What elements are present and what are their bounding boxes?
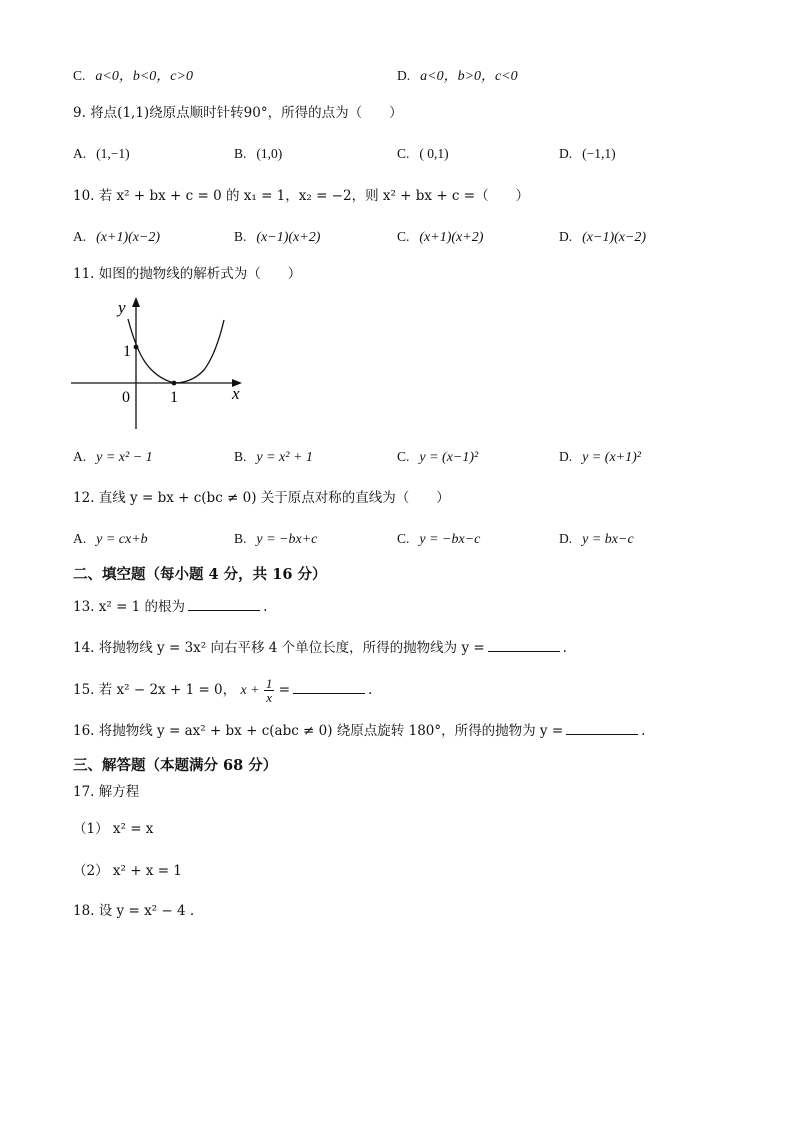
q16-period: . <box>641 723 646 739</box>
option-text: (x−1)(x−2) <box>582 230 647 245</box>
option-label: B. <box>234 229 247 244</box>
q12-option-b <box>234 530 317 549</box>
x-tick-label: 1 <box>170 389 178 406</box>
section-heading-solve: 三、解答题（本题满分 68 分） <box>73 757 278 774</box>
q18-stem: 18. 设 y = x² − 4 . <box>73 903 195 919</box>
q13 <box>73 597 267 616</box>
y-axis-label: y <box>118 298 126 317</box>
q9-option-b <box>234 145 282 163</box>
option-text: y = (x+1)² <box>582 450 641 465</box>
option-label: A. <box>73 531 87 546</box>
q11-option-b <box>234 448 313 467</box>
q11-option-d <box>559 448 641 467</box>
option-label: C. <box>397 229 410 244</box>
q14-stem: 14. 将抛物线 y = 3x² 向右平移 4 个单位长度，所得的抛物线为 y = <box>73 640 485 656</box>
q13-period: . <box>263 599 268 615</box>
parabola-graph <box>66 292 251 432</box>
answer-blank[interactable] <box>293 680 365 694</box>
q10-option-c <box>397 228 483 247</box>
option-text: (x+1)(x+2) <box>419 230 484 245</box>
option-text: y = −bx+c <box>256 532 318 547</box>
q9-option-d <box>559 145 616 163</box>
option-text: (1,−1) <box>96 146 130 161</box>
fraction-one-over-x <box>264 677 275 704</box>
option-label: C. <box>397 449 410 464</box>
q10-stem: 10. 若 x² + bx + c = 0 的 x₁ = 1，x₂ = −2，则 x² + bx + c =（ ） <box>73 188 530 204</box>
answer-blank[interactable] <box>566 721 638 735</box>
parabola-curve <box>128 319 224 383</box>
q11-stem: 11. 如图的抛物线的解析式为（ ） <box>73 266 302 282</box>
answer-blank[interactable] <box>188 597 260 611</box>
option-text: y = (x−1)² <box>419 450 479 465</box>
vertex-point <box>172 381 177 386</box>
q16-stem: 16. 将抛物线 y = ax² + bx + c(abc ≠ 0) 绕原点旋转 180°，所得的抛物为 y = <box>73 723 564 739</box>
q9-stem: 9. 将点(1,1)绕原点顺时针转90°，所得的点为（ ） <box>73 105 403 121</box>
q9-option-a <box>73 145 130 163</box>
q15-expression: x + <box>240 683 260 698</box>
option-label: D. <box>559 449 573 464</box>
option-label: B. <box>234 146 247 161</box>
option-label: B. <box>234 449 247 464</box>
option-text: y = bx−c <box>582 532 634 547</box>
q17-part-1: （1） x² = x <box>73 821 154 837</box>
option-text: (1,0) <box>256 146 283 161</box>
q8-option-d <box>397 67 518 86</box>
option-label: A. <box>73 449 87 464</box>
q12-option-c <box>397 530 480 549</box>
option-text: (x+1)(x−2) <box>96 230 161 245</box>
q14 <box>73 638 567 657</box>
y-intercept-point <box>134 345 139 350</box>
option-text: ( 0,1) <box>419 146 449 161</box>
q13-stem: 13. x² = 1 的根为 <box>73 599 186 615</box>
q17-part-2: （2） x² + x = 1 <box>73 863 182 879</box>
q11-option-a <box>73 448 153 467</box>
q9-option-c <box>397 145 449 163</box>
q12-option-a <box>73 530 148 549</box>
q8-option-c <box>73 67 193 86</box>
y-axis-arrow <box>132 297 140 307</box>
option-label: C. <box>73 68 86 83</box>
option-text: y = x² + 1 <box>256 450 313 465</box>
fraction-numerator: 1 <box>265 676 273 691</box>
q16 <box>73 721 645 740</box>
option-label: A. <box>73 146 87 161</box>
x-axis-label: x <box>232 384 240 403</box>
option-text: a<0，b<0，c>0 <box>95 69 193 84</box>
q15-period: . <box>368 682 373 698</box>
option-text: y = cx+b <box>96 532 148 547</box>
q12-option-d <box>559 530 634 549</box>
option-label: B. <box>234 531 247 546</box>
option-text: a<0，b>0，c<0 <box>420 69 518 84</box>
fraction-denominator: x <box>266 690 273 705</box>
section-heading-fill-in: 二、填空题（每小题 4 分，共 16 分） <box>73 566 327 583</box>
option-label: D. <box>559 531 573 546</box>
q14-period: . <box>562 640 567 656</box>
option-text: y = −bx−c <box>419 532 481 547</box>
option-text: y = x² − 1 <box>96 450 153 465</box>
q15-stem: 15. 若 x² − 2x + 1 = 0， <box>73 682 237 698</box>
q11-option-c <box>397 448 478 467</box>
option-label: D. <box>559 229 573 244</box>
origin-label: 0 <box>122 389 130 406</box>
q10-option-a <box>73 228 160 247</box>
option-label: D. <box>559 146 573 161</box>
option-label: C. <box>397 531 410 546</box>
q15 <box>73 675 372 706</box>
equals-sign: = <box>278 682 291 698</box>
answer-blank[interactable] <box>488 638 560 652</box>
q12-stem: 12. 直线 y = bx + c(bc ≠ 0) 关于原点对称的直线为（ ） <box>73 490 450 506</box>
q17-stem: 17. 解方程 <box>73 784 140 800</box>
q10-option-b <box>234 228 320 247</box>
q10-option-d <box>559 228 646 247</box>
option-label: A. <box>73 229 87 244</box>
y-tick-label: 1 <box>123 343 131 360</box>
option-label: C. <box>397 146 410 161</box>
option-text: (−1,1) <box>582 146 616 161</box>
option-label: D. <box>397 68 411 83</box>
option-text: (x−1)(x+2) <box>256 230 321 245</box>
